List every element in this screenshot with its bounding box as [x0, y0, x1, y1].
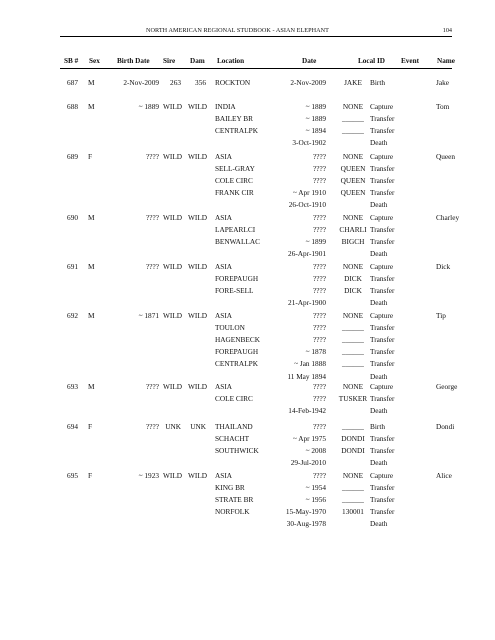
location: SOUTHWICK — [215, 446, 259, 455]
sb-number: 690 — [67, 213, 78, 222]
location: LAPEARLCI — [215, 225, 256, 234]
column-header-sire: Sire — [163, 57, 176, 65]
event-date: ???? — [313, 335, 326, 344]
sex: F — [88, 422, 93, 431]
event-type: Transfer — [370, 434, 395, 443]
event-date: 21-Apr-1900 — [288, 298, 326, 307]
local-id: DONDI — [341, 434, 365, 443]
page-header — [60, 24, 452, 37]
location: SCHACHT — [215, 434, 250, 443]
event-date: ???? — [313, 382, 326, 391]
location: COLE CIRC — [215, 394, 253, 403]
location: STRATE BR — [215, 495, 254, 504]
event-date: ~ Jan 1888 — [294, 359, 326, 368]
sire: WILD — [163, 311, 183, 320]
sex: M — [88, 311, 95, 320]
location: FOREPAUGH — [215, 274, 259, 283]
column-header-date: Date — [302, 57, 317, 65]
location: ASIA — [215, 471, 233, 480]
sire: WILD — [163, 471, 183, 480]
event-date: 15-May-1970 — [285, 507, 326, 516]
location: FOREPAUGH — [215, 347, 259, 356]
sb-number: 692 — [67, 311, 78, 320]
animal-name: Alice — [436, 471, 452, 480]
event-type: Death — [370, 458, 388, 467]
birth-date: ???? — [146, 262, 159, 271]
event-type: Transfer — [370, 274, 395, 283]
event-date: ???? — [313, 152, 326, 161]
sire: WILD — [163, 152, 183, 161]
location: HAGENBECK — [215, 335, 260, 344]
event-type: Capture — [370, 471, 394, 480]
event-date: ???? — [313, 274, 326, 283]
local-id: DONDI — [341, 446, 365, 455]
sb-number: 691 — [67, 262, 78, 271]
event-type: Transfer — [370, 164, 395, 173]
animal-name: Dick — [436, 262, 451, 271]
location: BENWALLAC — [215, 237, 260, 246]
event-date: ???? — [313, 311, 326, 320]
local-id: QUEEN — [340, 188, 366, 197]
event-date: ???? — [313, 422, 326, 431]
location: SELL-GRAY — [215, 164, 255, 173]
local-id: JAKE — [344, 78, 362, 87]
event-type: Capture — [370, 382, 394, 391]
sire: 263 — [170, 78, 181, 87]
location: CENTRALPK — [215, 359, 258, 368]
event-type: Death — [370, 406, 388, 415]
dam: WILD — [188, 102, 208, 111]
local-id: TUSKER — [338, 394, 368, 403]
animal-name: Tip — [436, 311, 446, 320]
event-date: ~ Apr 1910 — [292, 188, 326, 197]
event-date: ~ 1956 — [305, 495, 326, 504]
event-type: Birth — [370, 78, 385, 87]
sex: F — [88, 471, 93, 480]
event-date: ???? — [313, 213, 326, 222]
event-date: 3-Oct-1902 — [292, 138, 326, 147]
location: ASIA — [215, 382, 233, 391]
event-type: Transfer — [370, 507, 395, 516]
event-type: Death — [370, 298, 388, 307]
local-id: NONE — [342, 213, 364, 222]
event-date: ~ 2008 — [305, 446, 326, 455]
sire: UNK — [165, 422, 181, 431]
event-type: Capture — [370, 262, 394, 271]
sex: M — [88, 213, 95, 222]
location: FRANK CIR — [215, 188, 254, 197]
event-date: ???? — [313, 225, 326, 234]
local-id: ______ — [342, 335, 364, 344]
local-id: ______ — [342, 359, 364, 368]
location: INDIA — [215, 102, 236, 111]
sb-number: 695 — [67, 471, 78, 480]
column-header-row — [60, 56, 455, 69]
event-date: ???? — [313, 262, 326, 271]
dam: WILD — [188, 311, 208, 320]
local-id: QUEEN — [340, 176, 366, 185]
event-date: ???? — [313, 164, 326, 173]
event-date: ~ 1889 — [305, 114, 326, 123]
event-type: Transfer — [370, 114, 395, 123]
page-number: 104 — [442, 27, 452, 34]
location: CENTRALPK — [215, 126, 258, 135]
sb-number: 694 — [67, 422, 78, 431]
column-header-dam: Dam — [190, 57, 205, 65]
event-type: Transfer — [370, 323, 395, 332]
local-id: NONE — [342, 382, 364, 391]
dam: WILD — [188, 382, 208, 391]
event-type: Birth — [370, 422, 385, 431]
birth-date: ???? — [146, 382, 159, 391]
event-type: Death — [370, 372, 388, 381]
local-id: ______ — [342, 347, 364, 356]
event-type: Transfer — [370, 225, 395, 234]
event-date: ~ 1899 — [305, 237, 326, 246]
sb-number: 693 — [67, 382, 78, 391]
local-id: NONE — [342, 102, 364, 111]
location: COLE CIRC — [215, 176, 253, 185]
local-id: DICK — [344, 274, 362, 283]
event-type: Capture — [370, 311, 394, 320]
local-id: NONE — [342, 471, 364, 480]
event-type: Death — [370, 200, 388, 209]
animal-name: Dondi — [436, 422, 455, 431]
event-type: Death — [370, 249, 388, 258]
local-id: ______ — [342, 495, 364, 504]
event-type: Transfer — [370, 347, 395, 356]
sex: F — [88, 152, 93, 161]
event-type: Transfer — [370, 237, 395, 246]
column-header-sex: Sex — [89, 57, 100, 65]
event-date: 29-Jul-2010 — [290, 458, 326, 467]
event-type: Transfer — [370, 126, 395, 135]
local-id: ______ — [342, 483, 364, 492]
local-id: NONE — [342, 311, 364, 320]
event-date: ~ 1889 — [305, 102, 326, 111]
event-date: ~ 1878 — [305, 347, 326, 356]
location: FORE-SELL — [215, 286, 254, 295]
event-date: ~ 1894 — [305, 126, 326, 135]
birth-date: ???? — [146, 213, 159, 222]
event-type: Capture — [370, 152, 394, 161]
location: NORFOLK — [215, 507, 250, 516]
event-date: 30-Aug-1978 — [286, 519, 326, 528]
column-header-event: Event — [401, 57, 419, 65]
animal-name: Charley — [436, 213, 460, 222]
event-date: ???? — [313, 323, 326, 332]
dam: 356 — [195, 78, 206, 87]
event-date: ???? — [313, 394, 326, 403]
location: THAILAND — [215, 422, 253, 431]
location: ASIA — [215, 262, 233, 271]
event-date: 14-Feb-1942 — [288, 406, 326, 415]
event-type: Death — [370, 519, 388, 528]
location: KING BR — [215, 483, 245, 492]
local-id: BIGCH — [341, 237, 365, 246]
event-type: Transfer — [370, 495, 395, 504]
sb-number: 688 — [67, 102, 78, 111]
location: ASIA — [215, 152, 233, 161]
local-id: ______ — [342, 114, 364, 123]
event-date: ???? — [313, 471, 326, 480]
column-header-name: Name — [437, 57, 455, 65]
local-id: QUEEN — [340, 164, 366, 173]
sex: M — [88, 102, 95, 111]
location: TOULON — [215, 323, 245, 332]
document-title: NORTH AMERICAN REGIONAL STUDBOOK - ASIAN ELEPHANT — [146, 27, 329, 34]
event-date: ???? — [313, 286, 326, 295]
dam: WILD — [188, 152, 208, 161]
local-id: DICK — [344, 286, 362, 295]
event-date: ~ 1954 — [305, 483, 326, 492]
event-date: 26-Oct-1910 — [288, 200, 326, 209]
event-date: 11 May 1894 — [287, 372, 326, 381]
sex: M — [88, 262, 95, 271]
dam: WILD — [188, 262, 208, 271]
animal-name: Jake — [436, 78, 449, 87]
birth-date: ~ 1871 — [138, 311, 159, 320]
local-id: ______ — [342, 323, 364, 332]
event-type: Capture — [370, 213, 394, 222]
local-id: NONE — [342, 152, 364, 161]
event-type: Transfer — [370, 359, 395, 368]
event-type: Death — [370, 138, 388, 147]
event-type: Transfer — [370, 394, 395, 403]
event-type: Transfer — [370, 286, 395, 295]
animal-name: George — [436, 382, 458, 391]
event-date: 2-Nov-2009 — [290, 78, 326, 87]
event-type: Transfer — [370, 176, 395, 185]
sb-number: 689 — [67, 152, 78, 161]
sex: M — [88, 382, 95, 391]
animal-name: Queen — [436, 152, 456, 161]
local-id: CHARLI — [339, 225, 367, 234]
sire: WILD — [163, 102, 183, 111]
event-date: ~ Apr 1975 — [292, 434, 326, 443]
event-date: 26-Apr-1901 — [288, 249, 326, 258]
event-date: ???? — [313, 176, 326, 185]
dam: UNK — [190, 422, 206, 431]
event-type: Transfer — [370, 446, 395, 455]
dam: WILD — [188, 471, 208, 480]
animal-name: Tom — [436, 102, 450, 111]
birth-date: ~ 1923 — [138, 471, 159, 480]
location: BAILEY BR — [215, 114, 254, 123]
sb-number: 687 — [67, 78, 78, 87]
local-id: 130001 — [342, 507, 364, 516]
event-type: Transfer — [370, 335, 395, 344]
birth-date: 2-Nov-2009 — [123, 78, 159, 87]
sire: WILD — [163, 262, 183, 271]
event-type: Transfer — [370, 483, 395, 492]
local-id: NONE — [342, 262, 364, 271]
birth-date: ~ 1889 — [138, 102, 159, 111]
sire: WILD — [163, 213, 183, 222]
local-id: ______ — [342, 422, 364, 431]
location: ROCKTON — [215, 78, 251, 87]
location: ASIA — [215, 311, 233, 320]
location: ASIA — [215, 213, 233, 222]
column-header-sb: SB # — [64, 57, 79, 65]
column-header-birth-date: Birth Date — [117, 57, 150, 65]
event-type: Transfer — [370, 188, 395, 197]
birth-date: ???? — [146, 422, 159, 431]
sire: WILD — [163, 382, 183, 391]
birth-date: ???? — [146, 152, 159, 161]
dam: WILD — [188, 213, 208, 222]
sex: M — [88, 78, 95, 87]
event-type: Capture — [370, 102, 394, 111]
column-header-location: Location — [217, 57, 245, 65]
column-header-local-id: Local ID — [358, 57, 385, 65]
local-id: ______ — [342, 126, 364, 135]
